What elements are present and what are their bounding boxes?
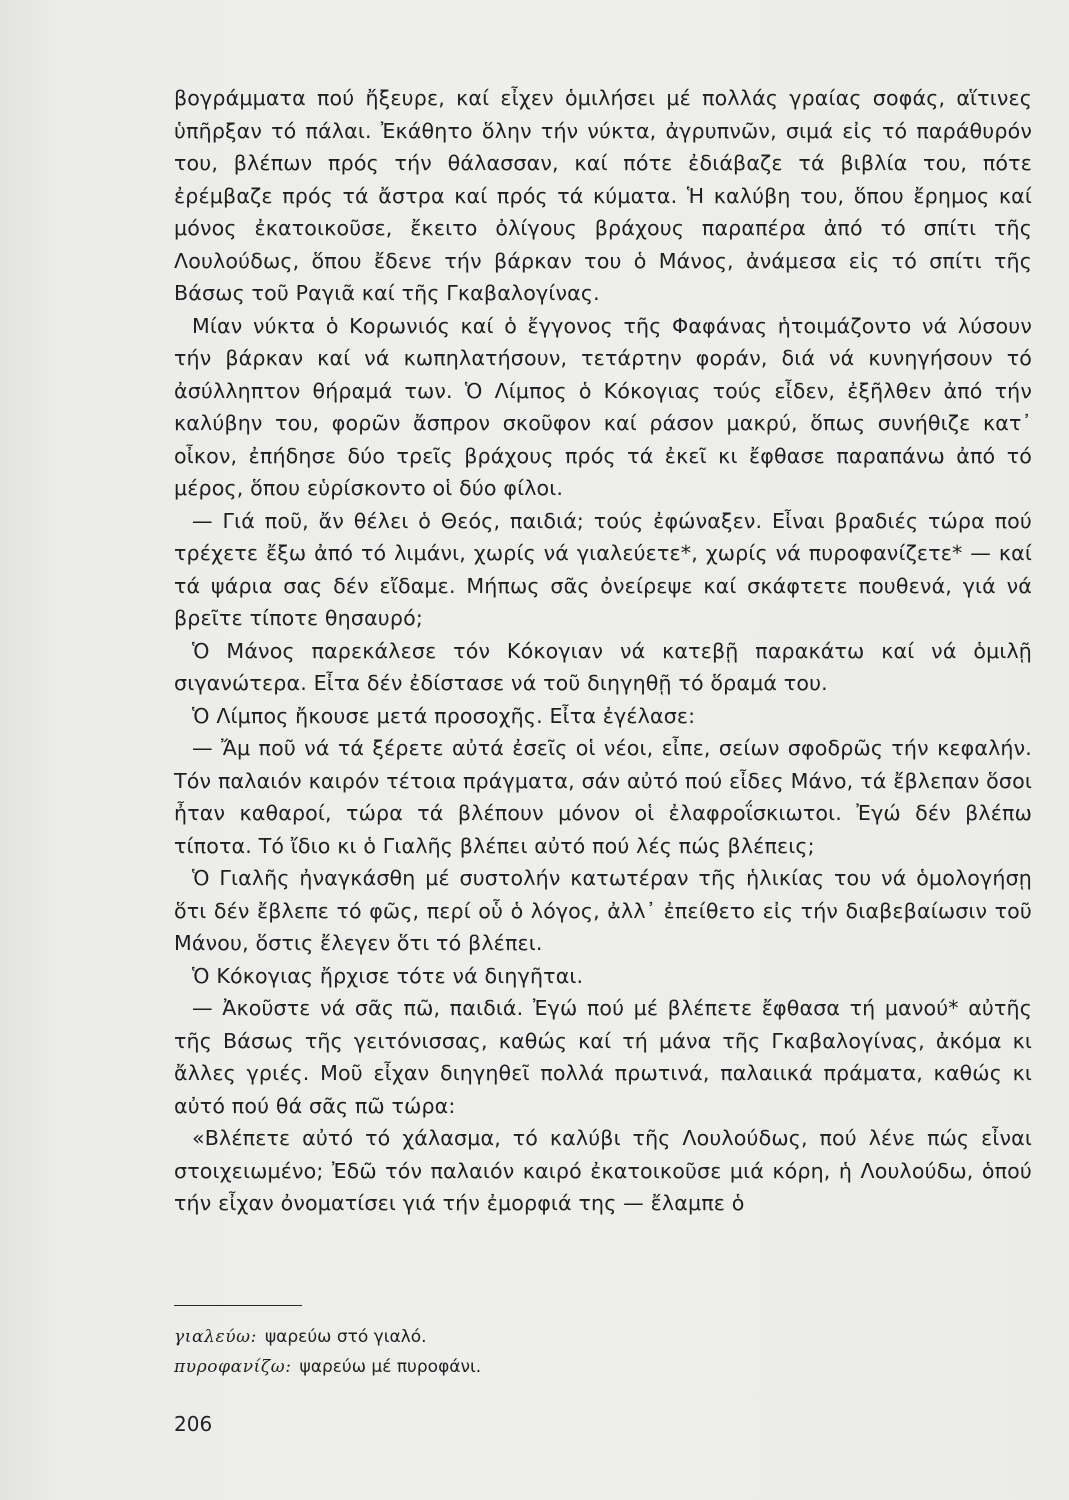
footnote-definition: ψαρεύω μέ πυροφάνι.	[299, 1357, 482, 1377]
paragraph: — Ἄμ ποῦ νά τά ξέρετε αὐτά ἐσεῖς οἱ νέοι, εἶπε, σείων σφοδρῶς τήν κεφαλήν. Τόν παλαιόν καιρόν τέτοια πράγματα, σάν αὐτό πού εἶδες Μάνο, τά ἔβλεπαν ὅσοι ἦταν καθαροί, τώρα τά βλέπουν μόνον οἱ ἐλαφροΐσκιωτοι. Ἐγώ δέν βλέπω τίποτα. Τό ἴδιο κι ὁ Γιαλῆς βλέπει αὐτό πού λές πώς βλέπεις;	[174, 736, 1032, 858]
paragraph: — Γιά ποῦ, ἄν θέλει ὁ Θεός, παιδιά; τούς ἐφώναξεν. Εἶναι βραδιές τώρα πού τρέχετε ἔξω ἀπό τό λιμάνι, χωρίς νά γιαλεύετε*, χωρίς νά πυροφανίζετε* — καί τά ψάρια σας δέν εἴδαμε. Μήπως σᾶς ὀνείρεψε καί σκάφτετε πουθενά, γιά νά βρεῖτε τίποτε θησαυρό;	[174, 508, 1032, 630]
paragraph: — Ἀκοῦστε νά σᾶς πῶ, παιδιά. Ἐγώ πού μέ βλέπετε ἔφθασα τή μανού* αὐτῆς τῆς Βάσως τῆς γειτόνισσας, καθώς καί τή μάνα τῆς Γκαβαλογίνας, ἀκόμα κι ἄλλες γριές. Μοῦ εἶχαν διηγηθεῖ πολλά πρωτινά, παλαιικά πράματα, καθώς κι αὐτό πού θά σᾶς πῶ τώρα:	[174, 996, 1032, 1118]
paragraph: Ὁ Μάνος παρεκάλεσε τόν Κόκογιαν νά κατεβῇ παρακάτω καί νά ὁμιλῇ σιγανώτερα. Εἶτα δέν ἐδίστασε νά τοῦ διηγηθῇ τό ὅραμά του.	[174, 638, 1032, 695]
footnote-term: γιαλεύω:	[174, 1327, 257, 1347]
paragraph: βογράμματα πού ἤξευρε, καί εἶχεν ὁμιλήσει μέ πολλάς γραίας σοφάς, αἵτινες ὑπῆρξαν τό πάλαι. Ἐκάθητο ὅλην τήν νύκτα, ἀγρυπνῶν, σιμά εἰς τό παράθυρόν του, βλέπων πρός τήν θάλασσαν, καί πότε ἐδιάβαζε τά βιβλία του, πότε ἐρέμβαζε πρός τά ἄστρα καί πρός τά κύματα. Ἡ καλύβη του, ὅπου ἔρημος καί μόνος ἐκατοικοῦσε, ἔκειτο ὀλίγους βράχους παραπέρα ἀπό τό σπίτι τῆς Λουλούδως, ὅπου ἔδενε τήν βάρκαν του ὁ Μάνος, ἀνάμεσα εἰς τό σπίτι τῆς Βάσως τοῦ Ραγιᾶ καί τῆς Γκαβαλογίνας.	[174, 86, 1032, 305]
footnote	[174, 1322, 874, 1352]
paragraph: Μίαν νύκτα ὁ Κορωνιός καί ὁ ἔγγονος τῆς Φαφάνας ἡτοιμάζοντο νά λύσουν τήν βάρκαν καί νά κωπηλατήσουν, τετάρτην φοράν, διά νά κυνηγήσουν τό ἀσύλληπτον θήραμά των. Ὁ Λίμπος ὁ Κόκογιας τούς εἶδεν, ἐξῆλθεν ἀπό τήν καλύβην του, φορῶν ἄσπρον σκοῦφον καί ράσον μακρύ, ὅπως συνήθιζε κατ᾿ οἶκον, ἐπήδησε δύο τρεῖς βράχους πρός τά ἐκεῖ κι ἔφθασε παραπάνω ἀπό τό μέρος, ὅπου εὑρίσκοντο οἱ δύο φίλοι.	[174, 313, 1032, 500]
footnote	[174, 1352, 874, 1382]
page-number: 206	[174, 1412, 213, 1436]
footnote-divider	[174, 1305, 302, 1306]
footnote-term: πυροφανίζω:	[174, 1357, 292, 1377]
paragraph: Ὁ Λίμπος ἤκουσε μετά προσοχῆς. Εἶτα ἐγέλασε:	[192, 703, 696, 728]
body-text	[174, 82, 1032, 1220]
footnote-definition: ψαρεύω στό γιαλό.	[264, 1327, 427, 1347]
footnotes	[174, 1322, 874, 1382]
paragraph: «Βλέπετε αὐτό τό χάλασμα, τό καλύβι τῆς Λουλούδως, πού λένε πώς εἶναι στοιχειωμένο; Ἐδῶ τόν παλαιόν καιρό ἐκατοικοῦσε μιά κόρη, ἡ Λουλούδω, ὁπού τήν εἶχαν ὀνοματίσει γιά τήν ἐμορφιά της — ἔλαμπε ὁ	[174, 1126, 1032, 1215]
paragraph: Ὁ Κόκογιας ἤρχισε τότε νά διηγῆται.	[192, 963, 584, 988]
paragraph: Ὁ Γιαλῆς ἠναγκάσθη μέ συστολήν κατωτέραν τῆς ἡλικίας του νά ὁμολογήσῃ ὅτι δέν ἔβλεπε τό φῶς, περί οὗ ὁ λόγος, ἀλλ᾿ ἐπείθετο εἰς τήν διαβεβαίωσιν τοῦ Μάνου, ὅστις ἔλεγεν ὅτι τό βλέπει.	[174, 866, 1032, 955]
